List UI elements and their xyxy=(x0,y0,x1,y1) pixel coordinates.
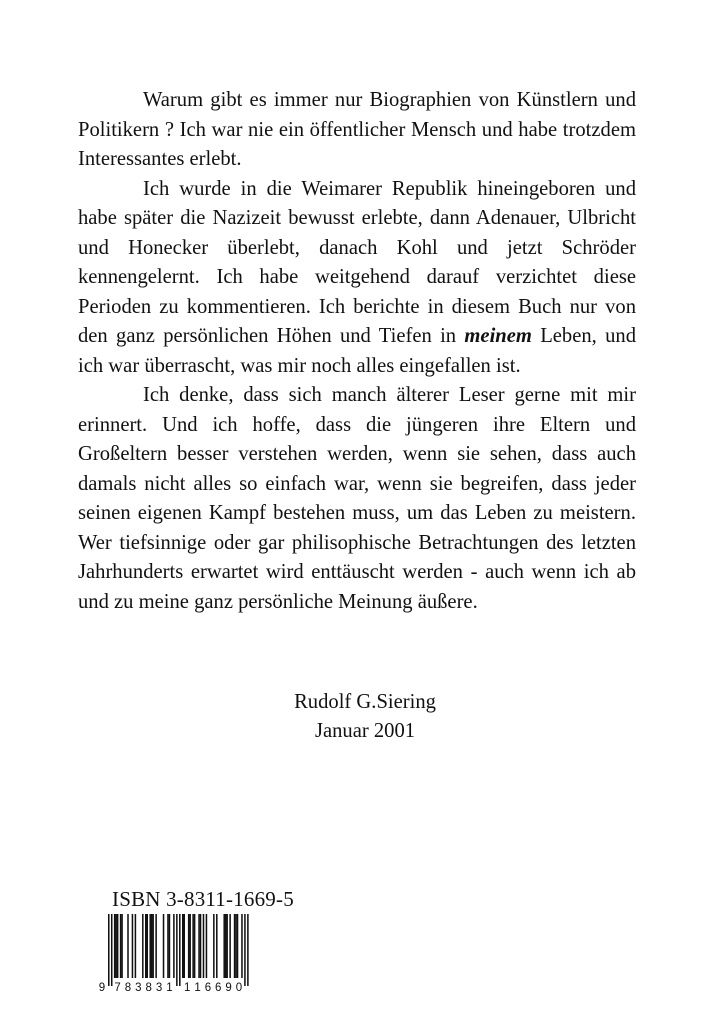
barcode-bar xyxy=(198,914,200,978)
barcode-digit: 7 xyxy=(114,982,121,994)
barcode-bar xyxy=(188,914,190,978)
barcode-bar xyxy=(163,914,165,978)
barcode-bar xyxy=(115,914,117,978)
barcode-bar xyxy=(183,914,185,978)
barcode-bar xyxy=(182,914,184,978)
barcode-bar xyxy=(203,914,205,978)
paragraph-3 xyxy=(78,381,636,617)
barcode-digit: 8 xyxy=(145,982,152,994)
signature-date: Januar 2001 xyxy=(314,720,416,742)
barcode-bar xyxy=(200,914,202,978)
barcode-bar xyxy=(167,914,169,978)
barcode-bar xyxy=(225,914,227,978)
emphasis-word: meinem xyxy=(464,325,532,347)
barcode-bar xyxy=(176,914,178,986)
barcode-bar xyxy=(142,914,144,978)
barcode-digits xyxy=(99,982,242,994)
barcode-digit: 6 xyxy=(204,982,212,994)
barcode-digit: 8 xyxy=(124,982,132,994)
barcode-bar xyxy=(152,914,154,978)
barcode-bar xyxy=(146,914,148,978)
barcode-bar xyxy=(237,914,239,978)
paragraph-1-text: Warum gibt es immer nur Biographien von Künstlern und Politikern ? Ich war nie ein öffentlicher Mensch und habe trotzdem Interessantes erlebt. xyxy=(78,89,636,170)
barcode-bar xyxy=(192,914,194,978)
barcode-bar xyxy=(145,914,147,978)
barcode-bars xyxy=(108,914,249,986)
barcode-bar xyxy=(149,914,151,978)
barcode-bar xyxy=(179,914,181,986)
barcode-bar xyxy=(194,914,196,978)
barcode-bar xyxy=(241,914,243,978)
barcode-bar xyxy=(189,914,191,978)
barcode-digit: 0 xyxy=(235,982,243,994)
isbn-barcode xyxy=(96,912,256,994)
foreword-text xyxy=(78,86,636,617)
barcode-bar xyxy=(234,914,236,978)
paragraph-1 xyxy=(78,86,636,175)
barcode-digit: 9 xyxy=(98,982,106,994)
barcode-bar xyxy=(120,914,122,978)
barcode-digit: 3 xyxy=(135,982,142,994)
paragraph-2-text-after: Leben, und ich war überrascht, was mir noch alles eingefallen ist. xyxy=(78,325,637,377)
barcode-bar xyxy=(114,914,116,978)
barcode-bar xyxy=(213,914,215,978)
barcode-bar xyxy=(226,914,228,978)
barcode-bar xyxy=(244,914,246,986)
isbn-label: ISBN 3-8311-1669-5 xyxy=(112,887,294,911)
barcode-bar xyxy=(169,914,171,978)
barcode-bar xyxy=(111,914,113,986)
paragraph-2 xyxy=(78,175,636,382)
barcode-digit: 3 xyxy=(155,982,163,994)
barcode-digit: 6 xyxy=(215,982,222,994)
barcode-bar xyxy=(108,914,110,986)
barcode-digit: 1 xyxy=(166,982,173,994)
paragraph-2-text-before: Ich wurde in die Weimarer Republik hineingeboren und habe später die Nazizeit bewusst erlebte, dann Adenauer, Ulbricht und Honecker überlebt, danach Kohl und jetzt Schröder kennengelernt. Ich habe weitgehend darauf verzichtet diese Perioden zu kommentieren. Ich berichte in diesem Buch nur von den ganz persönlichen Höhen und Tiefen in xyxy=(78,177,636,347)
barcode-bar xyxy=(223,914,225,978)
barcode-bar xyxy=(235,914,237,978)
signature-block xyxy=(230,688,500,746)
barcode-bar xyxy=(173,914,175,978)
barcode-digit: 9 xyxy=(225,982,232,994)
barcode-bar xyxy=(206,914,208,978)
barcode-digit: 1 xyxy=(194,982,201,994)
barcode-bar xyxy=(135,914,137,978)
barcode-bar xyxy=(132,914,134,978)
barcode-digit: 1 xyxy=(183,982,191,994)
author-name: Rudolf G.Siering xyxy=(294,691,436,713)
barcode-bar xyxy=(216,914,218,978)
paragraph-3-text: Ich denke, dass sich manch älterer Leser gerne mit mir erinnert. Und ich hoffe, dass die jüngeren ihre Eltern und Großeltern besser verstehen werden, wenn sie sehen, dass auch damals nicht alles so einfach war, wenn sie begreifen, dass jeder seinen eigenen Kampf bestehen muss, um das Leben zu meistern. Wer tiefsinnige oder gar philisophische Betrachtungen des letzten Jahrhunderts erwartet wird enttäuscht werden - auch wenn ich ab und zu meine ganz persönliche Meinung äußere. xyxy=(78,384,636,613)
barcode-bar xyxy=(229,914,231,978)
barcode-bar xyxy=(127,914,129,978)
barcode-bar xyxy=(247,914,249,986)
barcode-bar xyxy=(155,914,157,978)
barcode-bar xyxy=(121,914,123,978)
barcode-bar xyxy=(117,914,119,978)
barcode-bar xyxy=(151,914,153,978)
